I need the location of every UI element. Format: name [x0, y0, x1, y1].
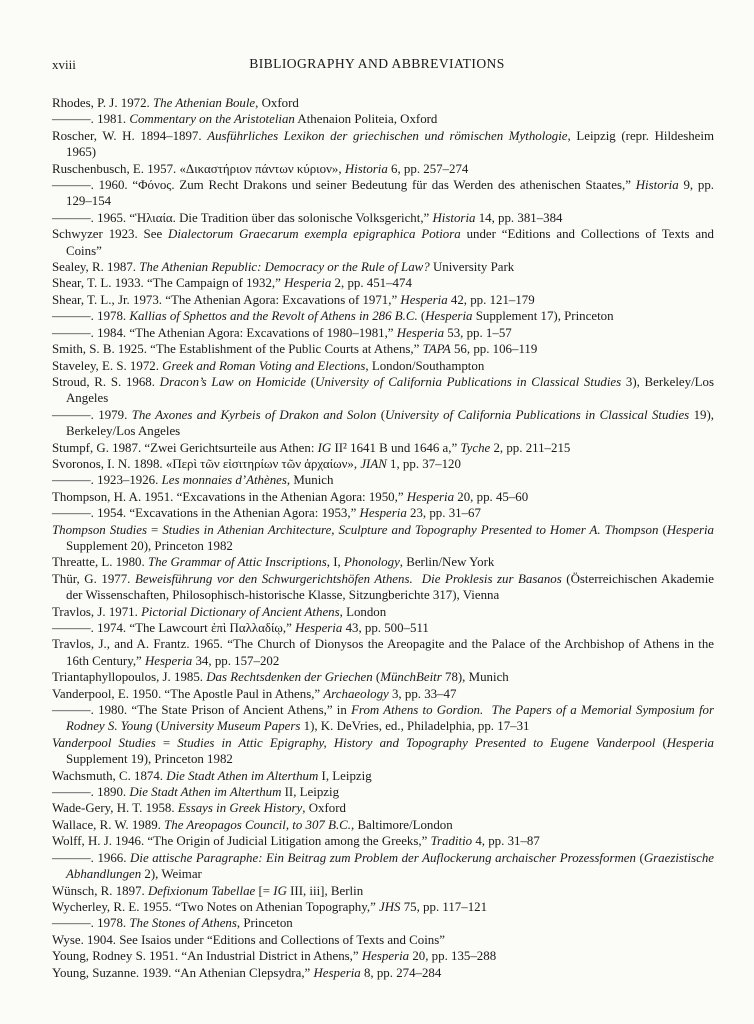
- bib-entry: [52, 374, 717, 407]
- bib-entry-italic-text: The Athenian Republic: Democracy or the Rule of Law?: [139, 260, 430, 275]
- bib-entry: [52, 325, 714, 341]
- header-title: BIBLIOGRAPHY AND ABBREVIATIONS: [249, 56, 505, 71]
- bib-entry-italic-text: Pictorial Dictionary of Ancient Athens: [141, 604, 340, 619]
- bib-entry-text: =: [147, 522, 163, 537]
- bib-entry-italic-text: Vanderpool Studies: [52, 735, 156, 750]
- bib-entry-text: Thür, G. 1977.: [52, 571, 135, 586]
- bib-entry-text: ———. 1984. “The Athenian Agora: Excavations of 1980–1981,”: [52, 325, 397, 340]
- bib-entry-text: (: [417, 309, 426, 324]
- bib-entry-text: Wünsch, R. 1897.: [52, 883, 148, 898]
- bib-entry-text: ———. 1923–1926.: [52, 473, 162, 488]
- bib-entry-italic-text: Historia: [432, 210, 476, 225]
- bib-entry-italic-text: Traditio: [430, 834, 473, 849]
- bib-entry-text: , Oxford: [302, 801, 346, 816]
- bib-entry-text: Roscher, W. H. 1894–1897.: [52, 128, 208, 143]
- bib-entry-italic-text: Greek and Roman Voting and Elections: [162, 358, 366, 373]
- bib-entry-text: Supplement 17), Princeton: [472, 309, 614, 324]
- bib-entry: [52, 275, 714, 291]
- bib-entry-text: Supplement 20), Princeton 1982: [66, 522, 718, 553]
- bib-entry-text: 23, pp. 31–67: [406, 506, 481, 521]
- bib-entry-text: Staveley, E. S. 1972.: [52, 358, 163, 373]
- bib-entry-italic-text: IG: [273, 883, 287, 898]
- bib-entry-text: 56, pp. 106–119: [450, 342, 538, 357]
- bib-entry: [52, 669, 714, 685]
- bib-entry-italic-text: Studies in Attic Epigraphy, History and Topography Presented to Eugene Vanderpool: [177, 735, 656, 750]
- bib-entry: [52, 817, 714, 833]
- bib-entry-text: Wachsmuth, C. 1874.: [52, 768, 167, 783]
- bib-entry-text: under “Editions and Collections of Texts and Coins”: [66, 227, 718, 258]
- bib-entry: [52, 915, 714, 931]
- bib-entry-italic-text: Hesperia: [361, 949, 410, 964]
- bib-entry-text: 6, pp. 257–274: [387, 161, 469, 176]
- bib-entry: [52, 472, 714, 488]
- bib-entry-text: 2), Weimar: [141, 867, 202, 882]
- bib-entry-italic-text: Historia: [635, 178, 679, 193]
- bib-entry-text: 3, pp. 33–47: [388, 686, 457, 701]
- bib-entry-text: , London: [339, 604, 387, 619]
- bib-entry: [52, 850, 718, 883]
- bib-entry-text: Svoronos, I. N. 1898. «Περὶ τῶν εἰσιτηρίων τῶν ἀρχαίων»,: [52, 456, 361, 471]
- bib-entry: [52, 522, 718, 555]
- bib-entry-italic-text: Die Stadt Athen im Alterthum: [129, 785, 282, 800]
- bib-entry-text: Supplement 19), Princeton 1982: [66, 735, 718, 767]
- bib-entry: [52, 292, 714, 308]
- bib-entry-italic-text: Hesperia: [396, 325, 445, 340]
- bib-entry: [52, 686, 714, 702]
- bib-entry-text: (: [655, 735, 667, 750]
- bib-entry-text: Schwyzer 1923. See: [52, 227, 169, 242]
- bib-entry-italic-text: Les monnaies d’Athènes: [161, 473, 287, 488]
- bib-entry-italic-text: Dracon’s Law on Homicide: [159, 374, 307, 389]
- bib-entry-italic-text: The Grammar of Attic Inscriptions: [147, 555, 327, 570]
- bib-entry-text: ———. 1979.: [52, 407, 132, 422]
- bib-entry: [52, 407, 718, 440]
- bib-entry: [52, 833, 714, 849]
- bib-entry-italic-text: IG: [317, 440, 332, 455]
- bib-entry-text: Wyse. 1904. See Isaios under “Editions and Collections of Texts and Coins”: [52, 932, 445, 947]
- bib-entry-text: 42, pp. 121–179: [447, 292, 535, 307]
- bib-entry-italic-text: JIAN: [360, 456, 387, 471]
- bib-entry-italic-text: Beweisführung vor den Schwurgerichtshöfen Athens. Die Proklesis zur Basanos: [134, 571, 562, 586]
- bib-entry-italic-text: Die attische Paragraphe: Ein Beitrag zum Problem der Auflockerung archaischer Prozessformen: [130, 850, 636, 865]
- bib-entry-text: Wolff, H. J. 1946. “The Origin of Judicial Litigation among the Greeks,”: [52, 834, 431, 849]
- bib-entry-italic-text: Archaeology: [323, 686, 389, 701]
- bib-entry-italic-text: Studies in Athenian Architecture, Sculpture and Topography Presented to Homer A. Thompson: [162, 522, 659, 537]
- bib-entry-text: (: [658, 522, 667, 537]
- bib-entry: [52, 636, 718, 669]
- bib-entry-text: 34, pp. 157–202: [192, 653, 280, 668]
- bib-entry-text: , Munich: [286, 473, 334, 488]
- bib-entry-italic-text: Dialectorum Graecarum exempla epigraphica Potiora: [168, 227, 461, 242]
- bib-entry: [52, 177, 718, 210]
- bib-entry-text: 9, pp. 129–154: [66, 178, 718, 209]
- bib-entry-italic-text: Kallias of Sphettos and the Revolt of Athens in 286 B.C.: [129, 309, 418, 324]
- bib-entry: [52, 505, 714, 521]
- bib-entry-text: , Oxford: [255, 96, 299, 110]
- bib-entry-text: 4, pp. 31–87: [472, 834, 540, 849]
- bib-entry-italic-text: The Stones of Athens: [129, 916, 237, 931]
- page-number: xviii: [52, 57, 76, 72]
- bib-entry-italic-text: Die Stadt Athen im Alterthum: [166, 768, 319, 783]
- bib-entry-text: Wade-Gery, H. T. 1958.: [52, 801, 178, 816]
- bib-entry-text: Young, Rodney S. 1951. “An Industrial District in Athens,”: [52, 949, 362, 964]
- bib-entry-text: (Österreichischen Akademie der Wissenschaften, Philosophisch-historische Klasse, Sitzungberichte 317), Vienna: [66, 571, 718, 603]
- bib-entry: [52, 604, 714, 620]
- bib-entry-italic-text: University of California Publications in Classical Studies: [384, 407, 690, 422]
- bib-entry-text: Sealey, R. 1987.: [52, 260, 140, 275]
- bib-entry-text: [=: [255, 883, 274, 898]
- bib-entry-text: 78), Munich: [441, 670, 509, 685]
- bib-entry-text: 3), Berkeley/Los Angeles: [66, 374, 717, 406]
- bib-entry: [52, 489, 714, 505]
- bib-entry-italic-text: Thompson Studies: [52, 522, 147, 537]
- bib-entry-text: ———. 1965. “Ἡλιαία. Die Tradition über das solonische Volksgericht,”: [52, 210, 433, 225]
- bib-entry-text: , Princeton: [236, 916, 293, 931]
- bib-entry-text: (: [372, 670, 381, 685]
- bib-entry-text: Threatte, L. 1980.: [52, 555, 148, 570]
- bib-entry: [52, 111, 714, 127]
- bib-entry-text: III, iii], Berlin: [286, 883, 364, 898]
- bib-entry-text: 19), Berkeley/Los Angeles: [66, 407, 718, 439]
- bib-entry-italic-text: The Axones and Kyrbeis of Drakon and Solon: [131, 407, 377, 422]
- bib-entry: [52, 784, 714, 800]
- bib-entry: [52, 128, 718, 161]
- bib-entry: [52, 932, 714, 948]
- bib-entry-text: Stumpf, G. 1987. “Zwei Gerichtsurteile aus Athen:: [52, 440, 318, 455]
- bib-entry-text: (: [635, 850, 644, 865]
- bib-entry-italic-text: University of California Publications in Classical Studies: [315, 374, 622, 389]
- bib-entry: [52, 965, 714, 981]
- bib-entry-text: Vanderpool, E. 1950. “The Apostle Paul in Athens,”: [52, 686, 324, 701]
- bib-entry-text: , I,: [326, 555, 344, 570]
- bib-entry-text: Shear, T. L., Jr. 1973. “The Athenian Agora: Excavations of 1971,”: [52, 292, 401, 307]
- bib-entry-text: 2, pp. 451–474: [331, 276, 412, 291]
- bib-entry: [52, 440, 714, 456]
- bib-entry-text: ———. 1974. “The Lawcourt ἐπὶ Παλλαδίῳ,”: [52, 621, 296, 635]
- bib-entry-italic-text: Hesperia: [359, 506, 407, 521]
- bib-entry: [52, 358, 714, 374]
- bib-entry-italic-text: Graezistische Abhandlungen: [66, 850, 718, 882]
- bib-entry-italic-text: Hesperia: [406, 489, 455, 504]
- bib-entry-text: Young, Suzanne. 1939. “An Athenian Clepsydra,”: [52, 965, 314, 980]
- bib-entry-text: 75, pp. 117–121: [400, 899, 488, 914]
- bib-entry-italic-text: Phonology: [343, 555, 400, 570]
- bib-entry-text: ———. 1966.: [52, 850, 131, 865]
- bib-entry-text: 2, pp. 211–215: [490, 440, 571, 455]
- bib-entry-italic-text: Tyche: [460, 440, 491, 455]
- bib-entry-italic-text: Hesperia: [295, 621, 343, 635]
- bib-entry-text: (: [376, 407, 385, 422]
- bib-entry-text: Travlos, J., and A. Frantz. 1965. “The Church of Dionysos the Areopagite and the Palace of the Archbishop of Athens in the 16th Century,”: [52, 637, 718, 668]
- bib-entry: [52, 735, 718, 768]
- bib-entry-italic-text: Hesperia: [313, 965, 361, 980]
- bib-entry-italic-text: From Athens to Gordion. The Papers of a Memorial Symposium for Rodney S. Young: [66, 703, 718, 734]
- bib-entry-italic-text: Hesperia: [666, 522, 715, 537]
- bib-entry-text: 14, pp. 381–384: [475, 210, 563, 225]
- bib-entry-text: ———. 1981.: [52, 112, 130, 127]
- bib-entry: [52, 883, 714, 899]
- bib-entry-text: 20, pp. 45–60: [454, 489, 529, 504]
- bib-entry-text: =: [155, 735, 178, 750]
- bib-entry-text: Athenaion Politeia, Oxford: [294, 112, 438, 127]
- bib-entry-text: ———. 1978.: [52, 916, 130, 931]
- bib-entry-text: ———. 1980. “The State Prison of Ancient Athens,” in: [52, 703, 352, 718]
- bib-entry-italic-text: Commentary on the Aristotelian: [129, 112, 295, 127]
- bib-entry-text: University Park: [429, 260, 515, 275]
- bib-entry-italic-text: Ausführliches Lexikon der griechischen und römischen Mythologie: [207, 128, 568, 143]
- bib-entry-italic-text: TAPA: [422, 342, 451, 357]
- bib-entry-text: , London/Southampton: [365, 358, 485, 373]
- bib-entry-text: ———. 1954. “Excavations in the Athenian Agora: 1953,”: [52, 506, 360, 521]
- bib-entry: [52, 259, 714, 275]
- bib-entry-text: I, Leipzig: [318, 768, 372, 783]
- bib-entry: [52, 702, 718, 735]
- bib-entry-text: 1, pp. 37–120: [386, 456, 461, 471]
- bibliography-list: [52, 95, 718, 981]
- bib-entry-text: Rhodes, P. J. 1972.: [52, 96, 153, 110]
- bib-entry-italic-text: Hesperia: [145, 653, 193, 668]
- bib-entry-italic-text: Defixionum Tabellae: [147, 883, 256, 898]
- bib-entry-text: Wallace, R. W. 1989.: [52, 817, 165, 832]
- bib-entry: [52, 341, 714, 357]
- bib-entry: [52, 571, 718, 604]
- bib-entry-italic-text: Essays in Greek History: [177, 801, 303, 816]
- bib-entry-text: II² 1641 B und 1646 a,”: [331, 440, 461, 455]
- bib-entry: [52, 768, 714, 784]
- bib-entry-italic-text: University Museum Papers: [160, 719, 301, 734]
- bib-entry-text: Ruschenbusch, E. 1957. «Δικαστήριον πάντων κύριον»,: [52, 161, 345, 176]
- bib-entry-text: 8, pp. 274–284: [360, 965, 442, 980]
- bib-entry-text: ———. 1960. “Φόνος. Zum Recht Drakons und seiner Bedeutung für das Werden des athenischen Staates,”: [52, 178, 636, 193]
- bib-entry-text: , Berlin/New York: [399, 555, 495, 570]
- bib-entry-text: 43, pp. 500–511: [342, 621, 429, 635]
- bib-entry: [52, 800, 714, 816]
- bib-entry: [52, 456, 714, 472]
- bib-entry: [52, 210, 714, 226]
- bib-entry-italic-text: The Athenian Boule: [153, 96, 256, 110]
- bib-entry-italic-text: Das Rechtsdenken der Griechen: [206, 670, 373, 685]
- bib-entry-text: Smith, S. B. 1925. “The Establishment of the Public Courts at Athens,”: [52, 342, 423, 357]
- bib-entry: [52, 95, 714, 111]
- bib-entry-italic-text: JHS: [379, 899, 401, 914]
- bib-entry: [52, 308, 714, 324]
- bib-entry: [52, 226, 718, 259]
- bib-entry-italic-text: Hesperia: [425, 309, 473, 324]
- bib-entry: [52, 899, 714, 915]
- bib-entry-text: (: [152, 719, 161, 734]
- bib-entry-text: 53, pp. 1–57: [444, 325, 512, 340]
- bib-entry-text: 1), K. DeVries, ed., Philadelphia, pp. 17–31: [300, 719, 530, 734]
- bib-entry-text: Thompson, H. A. 1951. “Excavations in the Athenian Agora: 1950,”: [52, 489, 407, 504]
- bib-entry-text: Shear, T. L. 1933. “The Campaign of 1932,”: [52, 276, 285, 291]
- bib-entry-italic-text: Historia: [344, 161, 388, 176]
- bib-entry-italic-text: Hesperia: [400, 292, 448, 307]
- bib-entry-text: Wycherley, R. E. 1955. “Two Notes on Athenian Topography,”: [52, 899, 380, 914]
- bib-entry-text: ———. 1890.: [52, 785, 130, 800]
- bib-entry-text: (: [306, 374, 316, 389]
- bib-entry-italic-text: Hesperia: [284, 276, 332, 291]
- bib-entry-text: , Baltimore/London: [351, 817, 453, 832]
- bib-entry-text: Travlos, J. 1971.: [52, 604, 142, 619]
- bib-entry-italic-text: MünchBeitr: [380, 670, 442, 685]
- bib-entry: [52, 554, 714, 570]
- bib-entry: [52, 948, 714, 964]
- bib-entry-italic-text: The Areopagos Council, to 307 B.C.: [164, 817, 352, 832]
- bib-entry-text: , Leipzig (repr. Hildesheim 1965): [66, 128, 718, 160]
- bib-entry-text: 20, pp. 135–288: [409, 949, 497, 964]
- bib-entry-text: ———. 1978.: [52, 309, 130, 324]
- bib-entry: [52, 620, 714, 636]
- bib-entry-text: II, Leipzig: [281, 785, 340, 800]
- bib-entry-text: Stroud, R. S. 1968.: [52, 374, 160, 389]
- bib-entry-italic-text: Hesperia: [666, 735, 714, 750]
- bib-entry: [52, 161, 714, 177]
- bib-entry-text: Triantaphyllopoulos, J. 1985.: [52, 670, 207, 685]
